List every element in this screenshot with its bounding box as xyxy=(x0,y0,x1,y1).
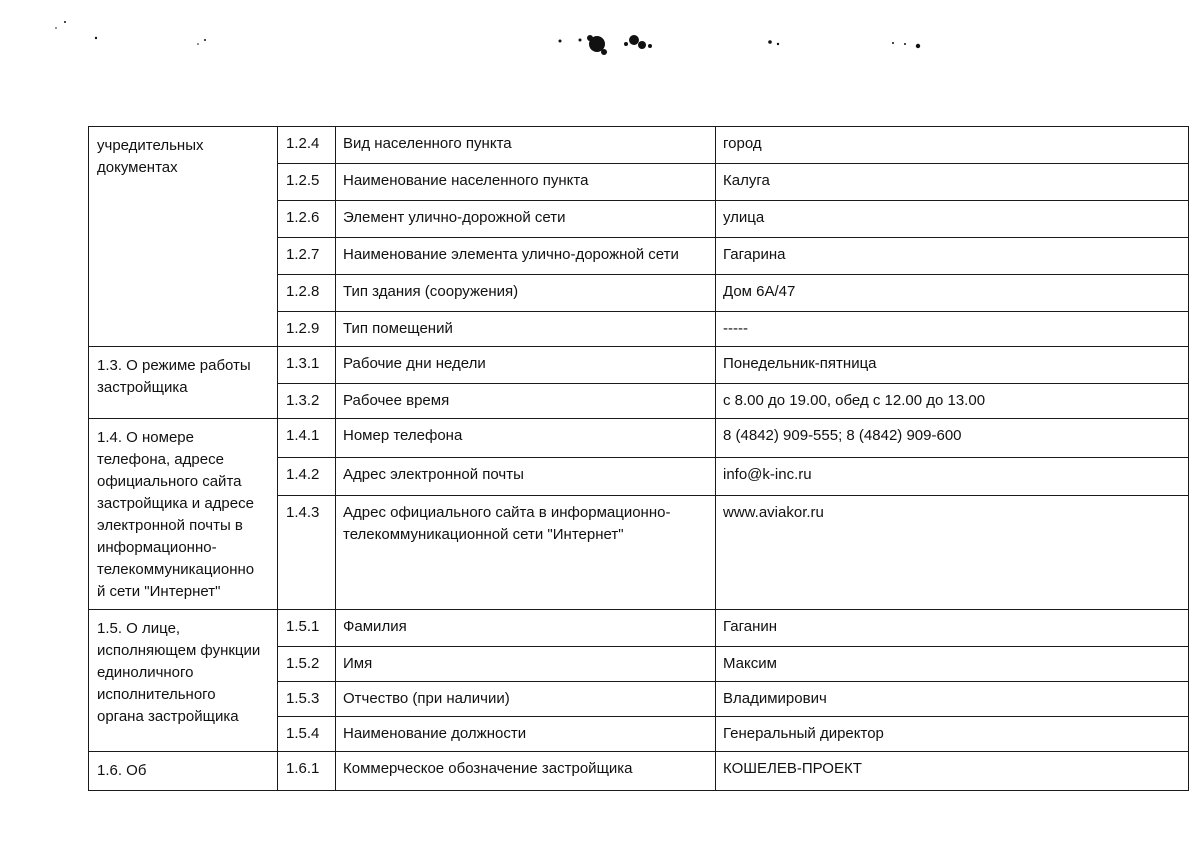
item-number: 1.2.6 xyxy=(278,201,336,238)
item-name: Наименование должности xyxy=(336,717,716,752)
item-value: 8 (4842) 909-555; 8 (4842) 909-600 xyxy=(716,419,1189,458)
item-number: 1.3.2 xyxy=(278,384,336,419)
table-row xyxy=(89,347,1189,384)
item-number: 1.6.1 xyxy=(278,752,336,791)
item-value: ----- xyxy=(716,312,1189,347)
item-name: Фамилия xyxy=(336,610,716,647)
item-value: Гагарина xyxy=(716,238,1189,275)
item-value: Максим xyxy=(716,647,1189,682)
item-name: Рабочие дни недели xyxy=(336,347,716,384)
item-name: Адрес электронной почты xyxy=(336,457,716,496)
item-name: Наименование элемента улично-дорожной сети xyxy=(336,238,716,275)
item-value: Владимирович xyxy=(716,682,1189,717)
item-value: Понедельник-пятница xyxy=(716,347,1189,384)
item-value: город xyxy=(716,127,1189,164)
item-name: Имя xyxy=(336,647,716,682)
item-name: Коммерческое обозначение застройщика xyxy=(336,752,716,791)
section-cell: 1.6. Об xyxy=(89,752,278,791)
table-row xyxy=(89,752,1189,791)
item-value: Калуга xyxy=(716,164,1189,201)
item-name: Отчество (при наличии) xyxy=(336,682,716,717)
item-value: КОШЕЛЕВ-ПРОЕКТ xyxy=(716,752,1189,791)
item-number: 1.2.5 xyxy=(278,164,336,201)
table-row xyxy=(89,419,1189,458)
item-value: Гаганин xyxy=(716,610,1189,647)
item-value: Генеральный директор xyxy=(716,717,1189,752)
section-cell: 1.5. О лице, исполняющем функции единоличного исполнительного органа застройщика xyxy=(89,610,278,752)
item-name: Вид населенного пункта xyxy=(336,127,716,164)
section-cell: 1.4. О номере телефона, адресе официального сайта застройщика и адресе электронной почты в информационно- телекоммуникационно й сети "Интернет" xyxy=(89,419,278,610)
item-value: с 8.00 до 19.00, обед с 12.00 до 13.00 xyxy=(716,384,1189,419)
table-row xyxy=(89,610,1189,647)
item-name: Адрес официального сайта в информационно- телекоммуникационной сети "Интернет" xyxy=(336,496,716,610)
item-name: Элемент улично-дорожной сети xyxy=(336,201,716,238)
item-name: Тип здания (сооружения) xyxy=(336,275,716,312)
item-number: 1.5.4 xyxy=(278,717,336,752)
item-number: 1.4.1 xyxy=(278,419,336,458)
item-value: info@k-inc.ru xyxy=(716,457,1189,496)
item-name: Тип помещений xyxy=(336,312,716,347)
item-number: 1.5.2 xyxy=(278,647,336,682)
item-value: Дом 6А/47 xyxy=(716,275,1189,312)
item-name: Рабочее время xyxy=(336,384,716,419)
section-cell: 1.3. О режиме работы застройщика xyxy=(89,347,278,419)
item-value: www.aviakor.ru xyxy=(716,496,1189,610)
item-number: 1.5.1 xyxy=(278,610,336,647)
item-number: 1.3.1 xyxy=(278,347,336,384)
item-number: 1.2.7 xyxy=(278,238,336,275)
scan-specks xyxy=(0,0,1200,120)
item-number: 1.2.8 xyxy=(278,275,336,312)
item-name: Наименование населенного пункта xyxy=(336,164,716,201)
item-name: Номер телефона xyxy=(336,419,716,458)
item-number: 1.4.2 xyxy=(278,457,336,496)
section-cell: учредительных документах xyxy=(89,127,278,347)
item-number: 1.5.3 xyxy=(278,682,336,717)
item-number: 1.2.4 xyxy=(278,127,336,164)
table-row xyxy=(89,127,1189,164)
item-number: 1.4.3 xyxy=(278,496,336,610)
document-table xyxy=(88,126,1189,791)
item-value: улица xyxy=(716,201,1189,238)
item-number: 1.2.9 xyxy=(278,312,336,347)
